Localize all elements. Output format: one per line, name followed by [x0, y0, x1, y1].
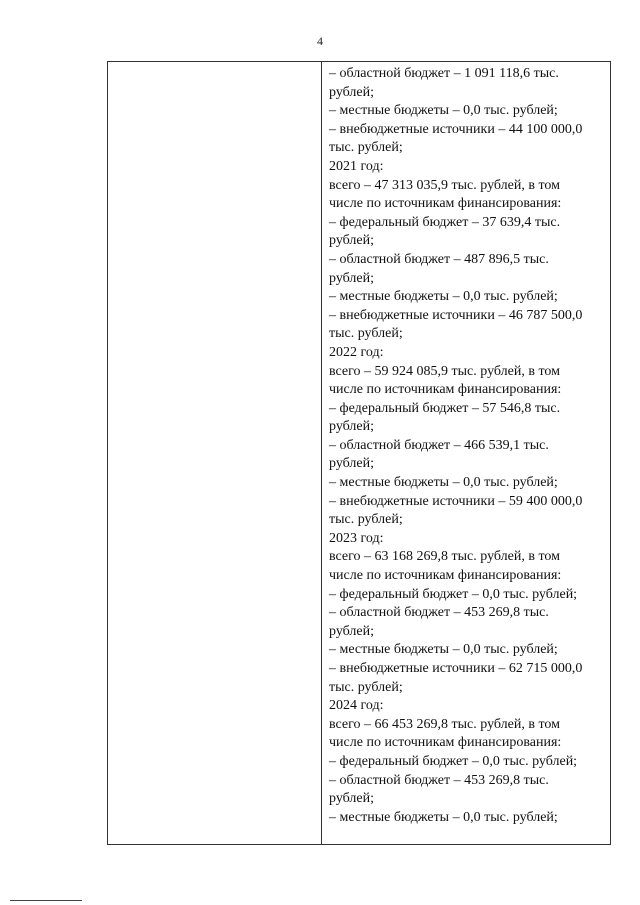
footer-rule: [10, 900, 82, 901]
funding-line: – областной бюджет – 1 091 118,6 тыс.: [329, 66, 559, 81]
funding-line: – внебюджетные источники – 59 400 000,0: [329, 493, 583, 509]
funding-table: [107, 61, 611, 845]
funding-line: – областной бюджет – 487 896,5 тыс.: [329, 251, 549, 267]
funding-line: – местные бюджеты – 0,0 тыс. рублей;: [329, 289, 558, 305]
funding-line: числе по источникам финансирования:: [329, 735, 562, 751]
funding-line: – местные бюджеты – 0,0 тыс. рублей;: [329, 642, 558, 658]
funding-line: – внебюджетные источники – 46 787 500,0: [329, 307, 583, 323]
funding-line: тыс. рублей;: [329, 326, 403, 342]
year-heading: 2023 год:: [329, 530, 384, 546]
funding-line: – федеральный бюджет – 57 546,8 тыс.: [329, 400, 561, 416]
funding-line: – местные бюджеты – 0,0 тыс. рублей;: [329, 809, 558, 825]
year-heading: 2021 год:: [329, 158, 384, 174]
funding-line: рублей;: [329, 233, 374, 249]
funding-line: – федеральный бюджет – 0,0 тыс. рублей;: [329, 586, 578, 602]
year-heading: 2024 год:: [329, 698, 384, 714]
funding-line: числе по источникам финансирования:: [329, 568, 562, 584]
funding-line: – внебюджетные источники – 44 100 000,0: [329, 121, 583, 137]
funding-line: рублей;: [329, 419, 374, 435]
funding-line: тыс. рублей;: [329, 140, 403, 156]
funding-line: тыс. рублей;: [329, 512, 403, 528]
funding-line: всего – 63 168 269,8 тыс. рублей, в том: [329, 549, 560, 565]
funding-line: числе по источникам финансирования:: [329, 196, 562, 212]
funding-line: рублей;: [329, 84, 374, 100]
funding-line: рублей;: [329, 623, 374, 639]
funding-line: – федеральный бюджет – 37 639,4 тыс.: [329, 214, 561, 230]
funding-line: тыс. рублей;: [329, 679, 403, 695]
funding-line: – областной бюджет – 453 269,8 тыс.: [329, 605, 549, 621]
funding-line: – внебюджетные источники – 62 715 000,0: [329, 661, 583, 676]
funding-line: – местные бюджеты – 0,0 тыс. рублей;: [329, 475, 558, 491]
funding-line: рублей;: [329, 791, 374, 807]
funding-line: рублей;: [329, 456, 374, 472]
table-right-cell: [322, 62, 610, 844]
funding-line: всего – 59 924 085,9 тыс. рублей, в том: [329, 363, 560, 379]
funding-line: – областной бюджет – 466 539,1 тыс.: [329, 437, 549, 453]
funding-line: всего – 47 313 035,9 тыс. рублей, в том: [329, 177, 560, 193]
funding-line: всего – 66 453 269,8 тыс. рублей, в том: [329, 716, 560, 732]
funding-line: – федеральный бюджет – 0,0 тыс. рублей;: [329, 753, 578, 769]
funding-line: рублей;: [329, 270, 374, 286]
funding-line: – местные бюджеты – 0,0 тыс. рублей;: [329, 103, 558, 119]
funding-line: – областной бюджет – 453 269,8 тыс.: [329, 772, 549, 788]
table-left-cell: [108, 62, 322, 844]
year-heading: 2022 год:: [329, 344, 384, 360]
page-number: 4: [317, 34, 323, 48]
funding-line: числе по источникам финансирования:: [329, 382, 562, 398]
